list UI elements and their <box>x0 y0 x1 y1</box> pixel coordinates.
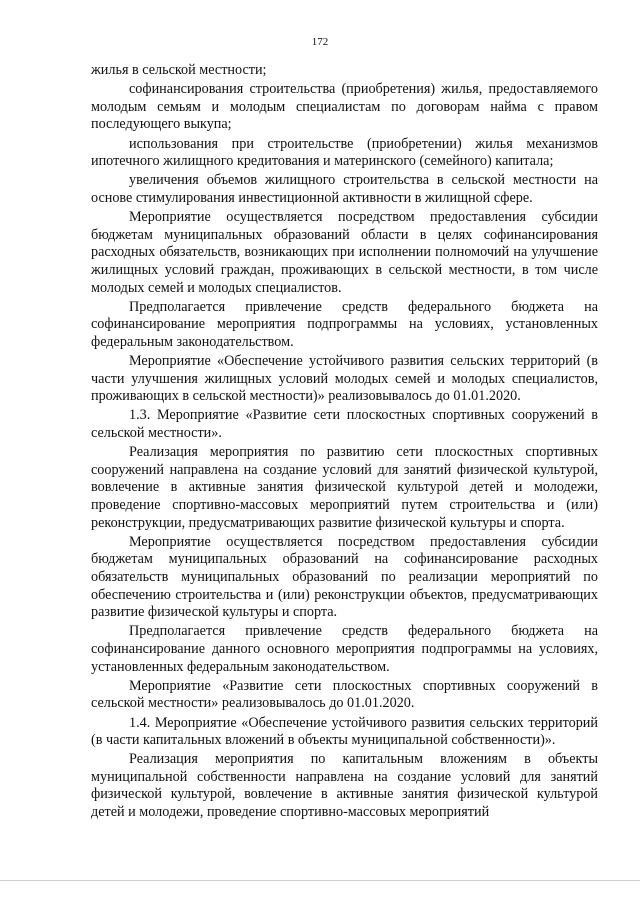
paragraph: Предполагается привлечение средств федерального бюджета на софинансирование данного основного мероприятия подпрограммы на условиях, установленных федеральным законодательством. <box>91 623 598 675</box>
page-number: 172 <box>311 36 329 48</box>
section-heading: 1.4. Мероприятие «Обеспечение устойчивого развития сельских территорий (в части капитальных вложений в объекты муниципальной собственности)». <box>91 714 598 749</box>
paragraph: Реализация мероприятия по капитальным вложениям в объекты муниципальной собственности направлена на создание условий для занятий физической культурой, вовлечение в активные занятия физической культурой детей и молодежи, проведение спортивно-массовых мероприятий <box>91 751 598 821</box>
paragraph: Мероприятие осуществляется посредством предоставления субсидии бюджетам муниципальных образований на софинансирование расходных обязательств муниципальных образований по реализации мероприятий по обеспечению строительства и (или) реконструкции объектов, предусматривающих развитие физической культуры и спорта. <box>91 533 598 621</box>
paragraph: Мероприятие осуществляется посредством предоставления субсидии бюджетам муниципальных образований области в целях софинансирования расходных обязательств, возникающих при исполнении полномочий на улучшение жилищных условий граждан, проживающих в сельской местности, в том числе молодых семей и молодых специалистов. <box>91 209 598 296</box>
section-heading: 1.3. Мероприятие «Развитие сети плоскостных спортивных сооружений в сельской местности». <box>91 407 598 442</box>
paragraph: Реализация мероприятия по развитию сети плоскостных спортивных сооружений направлена на создание условий для занятий физической культурой, вовлечение в активные занятия физической культурой детей и молодежи, проведение спортивно-массовых мероприятий путем строительства и (или) реконструкции, предусматривающих развитие физической культуры и спорта. <box>91 444 598 531</box>
paragraph: Предполагается привлечение средств федерального бюджета на софинансирование мероприятия подпрограммы на условиях, установленных федеральным законодательством. <box>91 298 598 350</box>
paragraph: жилья в сельской местности; <box>91 62 267 78</box>
paragraph: софинансирования строительства (приобретения) жилья, предоставляемого молодым семьям и молодым специалистам по договорам найма с правом последующего выкупа; <box>91 81 598 133</box>
paragraph: увеличения объемов жилищного строительства в сельской местности на основе стимулирования инвестиционной активности в жилищной сфере. <box>91 172 598 206</box>
paragraph: Мероприятие «Обеспечение устойчивого развития сельских территорий (в части улучшения жилищных условий молодых семей и молодых специалистов, проживающих в сельской местности)» реализовывалось до 01.01.2020. <box>91 353 598 405</box>
document-body <box>91 62 598 823</box>
paragraph: использования при строительстве (приобретении) жилья механизмов ипотечного жилищного кредитования и материнского (семейного) капитала; <box>91 135 598 170</box>
scan-edge-line <box>0 880 640 881</box>
paragraph: Мероприятие «Развитие сети плоскостных спортивных сооружений в сельской местности» реализовывалось до 01.01.2020. <box>91 677 598 712</box>
